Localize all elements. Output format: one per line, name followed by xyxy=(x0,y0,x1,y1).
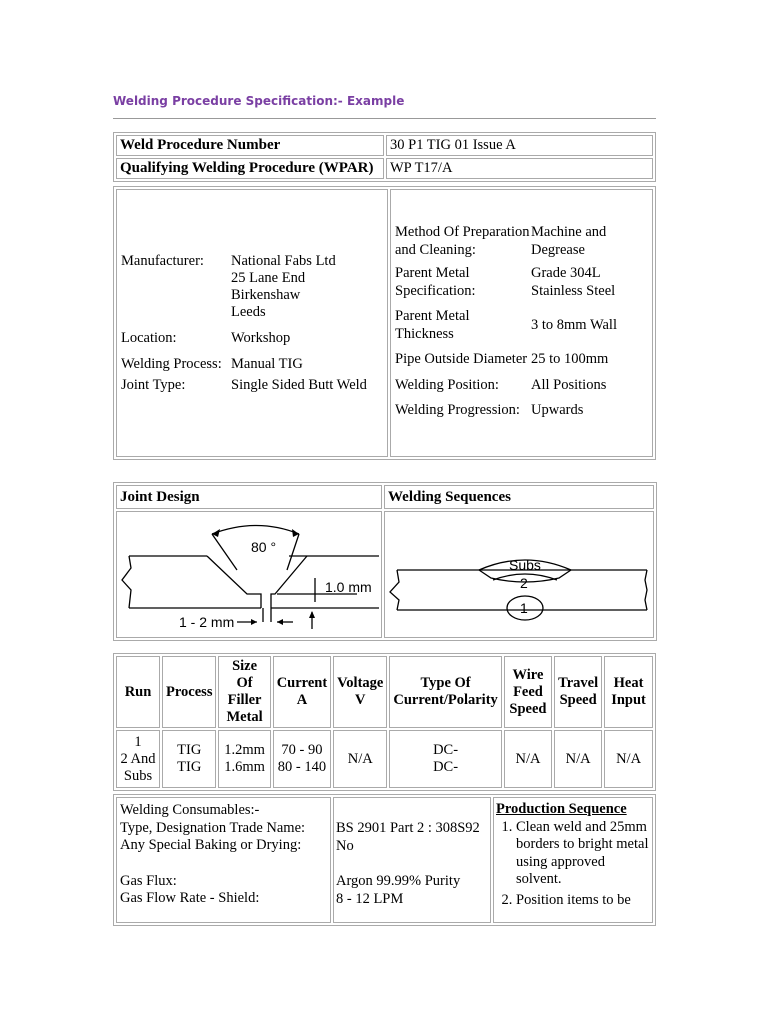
gas-flux-value: Argon 99.99% Purity xyxy=(336,873,461,889)
manufacturer-line: National Fabs Ltd xyxy=(231,252,336,269)
info-table xyxy=(113,186,656,460)
location-label: Location: xyxy=(121,329,177,346)
joint-design-heading: Joint Design xyxy=(116,485,382,509)
page-title: Welding Procedure Specification:- Example xyxy=(113,94,405,108)
sequences-drawing xyxy=(385,512,653,632)
process-cell: TIG TIG xyxy=(162,730,216,788)
diagram-table xyxy=(113,482,657,641)
process-label: Welding Process: xyxy=(121,355,222,372)
col-current: Current A xyxy=(273,656,331,728)
travel-cell: N/A xyxy=(554,730,602,788)
col-heat: Heat Input xyxy=(604,656,653,728)
col-polarity: Type Of Current/Polarity xyxy=(389,656,501,728)
spacer xyxy=(336,855,488,873)
col-run: Run xyxy=(116,656,160,728)
seq-subs-label: Subs xyxy=(509,557,541,573)
list-item: 2. Position items to be xyxy=(516,892,650,910)
weld-procedure-number-value: 30 P1 TIG 01 Issue A xyxy=(386,135,653,156)
production-heading: Production Sequence xyxy=(496,801,627,817)
joint-type-value: Single Sided Butt Weld xyxy=(231,376,367,393)
welding-position-label: Welding Position: xyxy=(395,376,499,393)
wire-cell: N/A xyxy=(504,730,552,788)
manufacturer-line: Leeds xyxy=(231,303,266,320)
col-process: Process xyxy=(162,656,216,728)
progression-label: Welding Progression: xyxy=(395,402,520,419)
manufacturer-line: 25 Lane End xyxy=(231,269,306,286)
welding-sequences-heading: Welding Sequences xyxy=(384,485,654,509)
angle-label: 80 ° xyxy=(251,539,277,555)
welding-position-value: All Positions xyxy=(531,376,607,393)
col-size: Size Of Filler Metal xyxy=(218,656,270,728)
gas-flux-label: Gas Flux: xyxy=(120,872,177,889)
land-label: 1.0 mm xyxy=(325,579,372,595)
title-divider xyxy=(113,118,656,119)
thickness-value: 3 to 8mm Wall xyxy=(531,317,617,333)
trade-name-label: Type, Designation Trade Name: xyxy=(120,819,306,836)
wpar-label: Qualifying Welding Procedure (WPAR) xyxy=(116,158,384,179)
manufacturer-line: Birkenshaw xyxy=(231,286,301,303)
wpar-value: WP T17/A xyxy=(386,158,653,179)
manufacturer-value xyxy=(231,253,383,321)
thickness-label: Parent Metal Thickness xyxy=(395,308,470,342)
parent-metal-spec-value: Grade 304L Stainless Steel xyxy=(531,265,616,299)
spacer xyxy=(120,855,327,873)
polarity-cell: DC- DC- xyxy=(389,730,501,788)
col-wire: Wire Feed Speed xyxy=(504,656,552,728)
parent-metal-spec-label: Parent Metal Specification: xyxy=(395,265,476,299)
weld-procedure-number-label: Weld Procedure Number xyxy=(116,135,384,156)
seq-1-label: 1 xyxy=(520,600,528,616)
progression-value: Upwards xyxy=(531,402,584,419)
heat-cell: N/A xyxy=(604,730,653,788)
list-item: 1. Clean weld and 25mm borders to bright metal using approved solvent. xyxy=(516,819,650,889)
location-value: Workshop xyxy=(231,329,291,346)
run-cell: 1 2 And Subs xyxy=(116,730,160,788)
size-cell: 1.2mm 1.6mm xyxy=(218,730,270,788)
gas-flow-value: 8 - 12 LPM xyxy=(336,890,404,907)
gap-label: 1 - 2 mm xyxy=(179,614,235,630)
right-info-cell xyxy=(390,189,653,457)
col-travel: Travel Speed xyxy=(554,656,602,728)
trade-name-value: BS 2901 Part 2 : 308S92 xyxy=(336,820,480,836)
procedure-header-table xyxy=(113,132,656,182)
pipe-od-label: Pipe Outside Diameter xyxy=(395,351,528,368)
consumables-heading: Welding Consumables:- xyxy=(120,802,260,818)
baking-value: No xyxy=(336,837,354,854)
voltage-cell: N/A xyxy=(333,730,387,788)
consumables-values-cell xyxy=(333,797,491,923)
process-value: Manual TIG xyxy=(231,355,303,372)
seq-2-label: 2 xyxy=(520,575,528,591)
gas-flow-label: Gas Flow Rate - Shield: xyxy=(120,890,260,906)
joint-type-label: Joint Type: xyxy=(121,376,186,393)
table-row xyxy=(116,730,653,788)
production-cell xyxy=(493,797,653,923)
production-list xyxy=(496,819,650,910)
left-info-cell xyxy=(116,189,388,457)
current-cell: 70 - 90 80 - 140 xyxy=(273,730,331,788)
consumables-labels-cell xyxy=(116,797,331,923)
spacer xyxy=(336,802,488,820)
consumables-table xyxy=(113,794,656,926)
parameters-table xyxy=(113,653,656,791)
welding-sequences-diagram xyxy=(384,511,654,638)
manufacturer-label: Manufacturer: xyxy=(121,252,204,269)
prep-value: Machine and Degrease xyxy=(531,224,607,258)
joint-design-diagram xyxy=(116,511,382,638)
col-voltage: Voltage V xyxy=(333,656,387,728)
joint-design-drawing xyxy=(117,512,381,632)
prep-label: Method Of Preparation and Cleaning: xyxy=(395,224,530,258)
baking-label: Any Special Baking or Drying: xyxy=(120,837,302,853)
pipe-od-value: 25 to 100mm xyxy=(531,351,609,368)
